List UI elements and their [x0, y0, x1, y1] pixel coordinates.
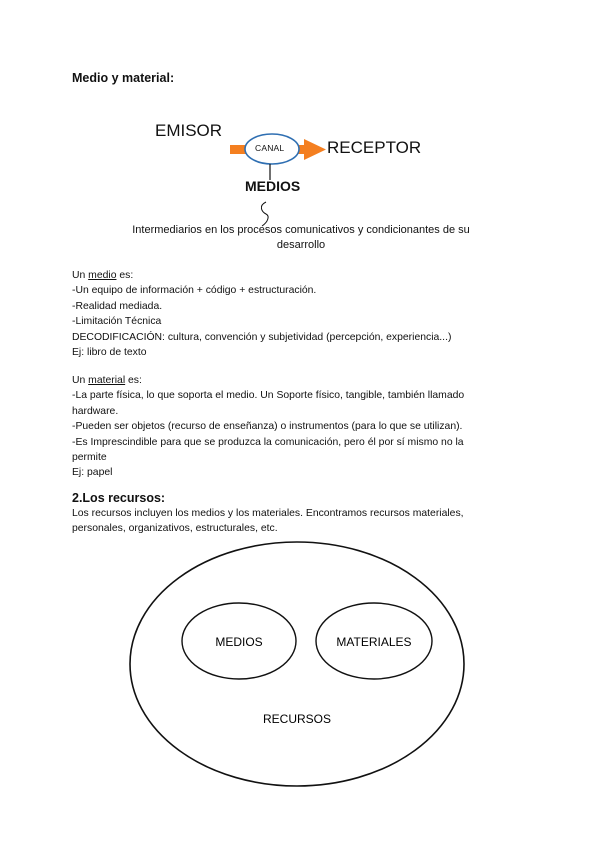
diagram-receptor: RECEPTOR: [327, 138, 422, 157]
recursos-ellipse: [130, 542, 464, 786]
recursos-intro-line-2: personales, organizativos, estructurales, etc.: [72, 523, 278, 535]
material-item: Ej: papel: [72, 467, 113, 479]
medio-heading: [72, 268, 512, 283]
material-item: -Es Imprescindible para que se produzca la comunicación, pero él por sí mismo no la: [72, 436, 464, 448]
arrow-right-head: [304, 139, 326, 160]
medio-item: -Limitación Técnica: [72, 316, 162, 328]
material-definition: [72, 373, 512, 481]
recursos-intro-line-1: Los recursos incluyen los medios y los materiales. Encontramos recursos materiales,: [72, 508, 464, 519]
venn-medios-label: MEDIOS: [215, 635, 263, 649]
material-item: permite: [72, 452, 107, 464]
medio-item: -Realidad mediada.: [72, 300, 163, 312]
medio-suffix: es:: [116, 270, 134, 281]
diagram-caption: [112, 223, 490, 253]
diagram-canal: CANAL: [255, 143, 285, 153]
diagram-medios: MEDIOS: [245, 178, 301, 194]
venn-recursos-label: RECURSOS: [262, 712, 332, 726]
heading-medio-y-material: Medio y material:: [72, 71, 175, 85]
material-suffix: es:: [125, 375, 142, 386]
caption-line-2: desarrollo: [276, 239, 326, 251]
material-term: material: [88, 375, 126, 386]
material-item: hardware.: [72, 405, 119, 417]
caption-line-1: Intermediarios en los procesos comunicativos y condicionantes de su: [132, 224, 470, 236]
diagram-emisor: EMISOR: [155, 121, 223, 140]
material-item: -La parte física, lo que soporta el medio. Un Soporte físico, tangible, también llamado: [72, 390, 465, 402]
material-prefix: Un: [72, 375, 89, 386]
medio-item: Ej: libro de texto: [72, 347, 147, 359]
recursos-intro: [72, 506, 512, 537]
communication-diagram: [0, 0, 600, 260]
material-item: -Pueden ser objetos (recurso de enseñanza) o instrumentos (para lo que se utilizan).: [72, 421, 463, 433]
medio-item: DECODIFICACIÓN: cultura, convención y subjetividad (percepción, experiencia...): [72, 331, 452, 343]
medio-prefix: Un: [72, 270, 89, 281]
medio-definition: [72, 268, 512, 360]
medio-item: -Un equipo de información + código + estructuración.: [72, 285, 317, 297]
venn-materiales-label: MATERIALES: [336, 635, 412, 649]
heading-los-recursos: 2.Los recursos:: [72, 491, 166, 505]
recursos-diagram: [0, 540, 600, 810]
material-heading: [72, 373, 512, 388]
medio-term: medio: [88, 270, 117, 281]
